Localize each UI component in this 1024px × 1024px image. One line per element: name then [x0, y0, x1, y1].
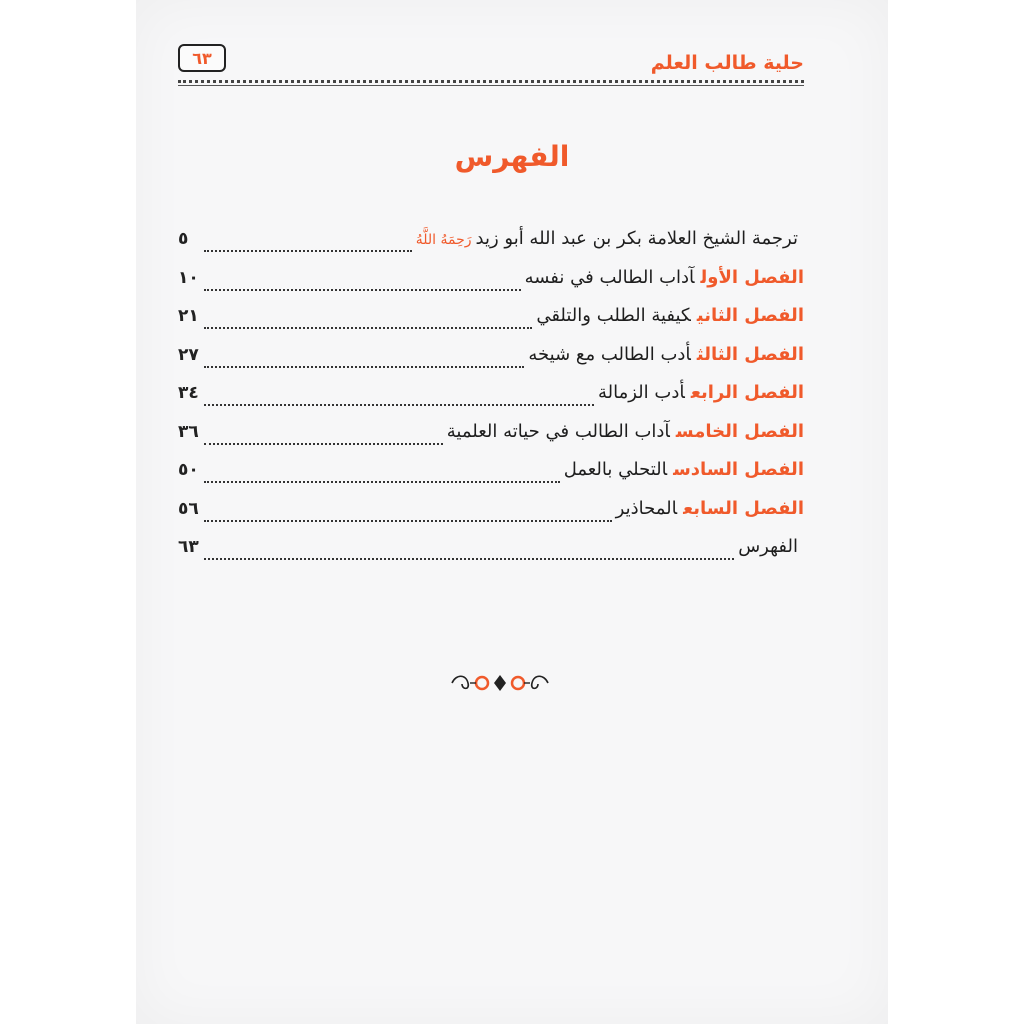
chapter-name: الفصل الثاني	[696, 305, 804, 326]
entry-page-number: ٢٧	[178, 344, 199, 365]
entry-title: آداب الطالب في حياته العلمية	[446, 420, 670, 442]
toc-entry	[178, 459, 804, 498]
toc-entry	[178, 536, 804, 575]
page-header	[178, 40, 804, 88]
dot-leader	[204, 558, 734, 560]
chapter-name: الفصل السادس	[673, 459, 804, 480]
toc-entry-label	[447, 421, 804, 442]
header-dotted-rule	[178, 80, 804, 83]
chapter-name: الفصل الثالث	[696, 343, 804, 365]
entry-page-number: ٦٣	[178, 537, 199, 557]
entry-title: آداب الطالب في نفسه	[524, 266, 695, 288]
toc-entry-label	[525, 267, 804, 288]
entry-title: التحلي بالعمل	[563, 459, 668, 480]
dot-leader	[204, 366, 524, 368]
entry-page-number: ٣٤	[178, 383, 199, 403]
entry-title: المحاذير	[615, 497, 678, 519]
entry-page-number: ٥٦	[178, 498, 199, 519]
entry-title: أدب الطالب مع شيخه	[528, 343, 691, 365]
entry-page-number: ٥٠	[178, 460, 199, 480]
running-title: حلية طالب العلم	[650, 52, 804, 74]
page-number: ٦٣	[178, 44, 226, 72]
toc-entry	[178, 421, 804, 460]
dot-leader	[204, 404, 594, 406]
toc-entry-label	[416, 228, 804, 249]
dot-leader	[204, 443, 443, 445]
toc-entry	[178, 305, 804, 344]
entry-page-number: ٥	[178, 229, 189, 249]
toc-entry	[178, 382, 804, 421]
book-page	[136, 0, 888, 1024]
dot-leader	[204, 250, 412, 252]
entry-title: الفهرس	[738, 536, 798, 557]
entry-page-number: ٣٦	[178, 421, 199, 442]
toc-entry	[178, 498, 804, 537]
chapter-name: الفصل الرابع	[690, 382, 804, 403]
dot-leader	[204, 327, 532, 329]
toc-entry-label	[536, 305, 804, 326]
toc-entry	[178, 267, 804, 306]
toc-title: الفهرس	[454, 140, 570, 173]
chapter-name: الفصل الخامس	[675, 420, 804, 442]
toc-entry	[178, 228, 804, 267]
dot-leader	[204, 481, 560, 483]
entry-title: أدب الزمالة	[597, 382, 685, 403]
honorific-text: رَحِمَهُ اللَّهُ	[415, 232, 472, 248]
header-solid-rule	[178, 85, 804, 86]
dot-leader	[204, 520, 612, 522]
table-of-contents	[178, 228, 804, 575]
chapter-name: الفصل السابع	[683, 497, 804, 519]
toc-entry-label	[528, 344, 804, 365]
toc-entry-label	[616, 498, 804, 519]
chapter-name: الفصل الأول	[700, 266, 804, 288]
entry-page-number: ١٠	[178, 267, 199, 288]
toc-entry-label	[598, 382, 804, 403]
entry-title: ترجمة الشيخ العلامة بكر بن عبد الله أبو زيد	[475, 228, 798, 249]
toc-entry-label	[564, 459, 804, 480]
toc-entry-label	[738, 536, 804, 557]
dot-leader	[204, 289, 521, 291]
entry-title: كيفية الطلب والتلقي	[536, 305, 691, 326]
ornament-icon	[450, 672, 550, 694]
entry-page-number: ٢١	[178, 306, 199, 326]
toc-entry	[178, 344, 804, 383]
